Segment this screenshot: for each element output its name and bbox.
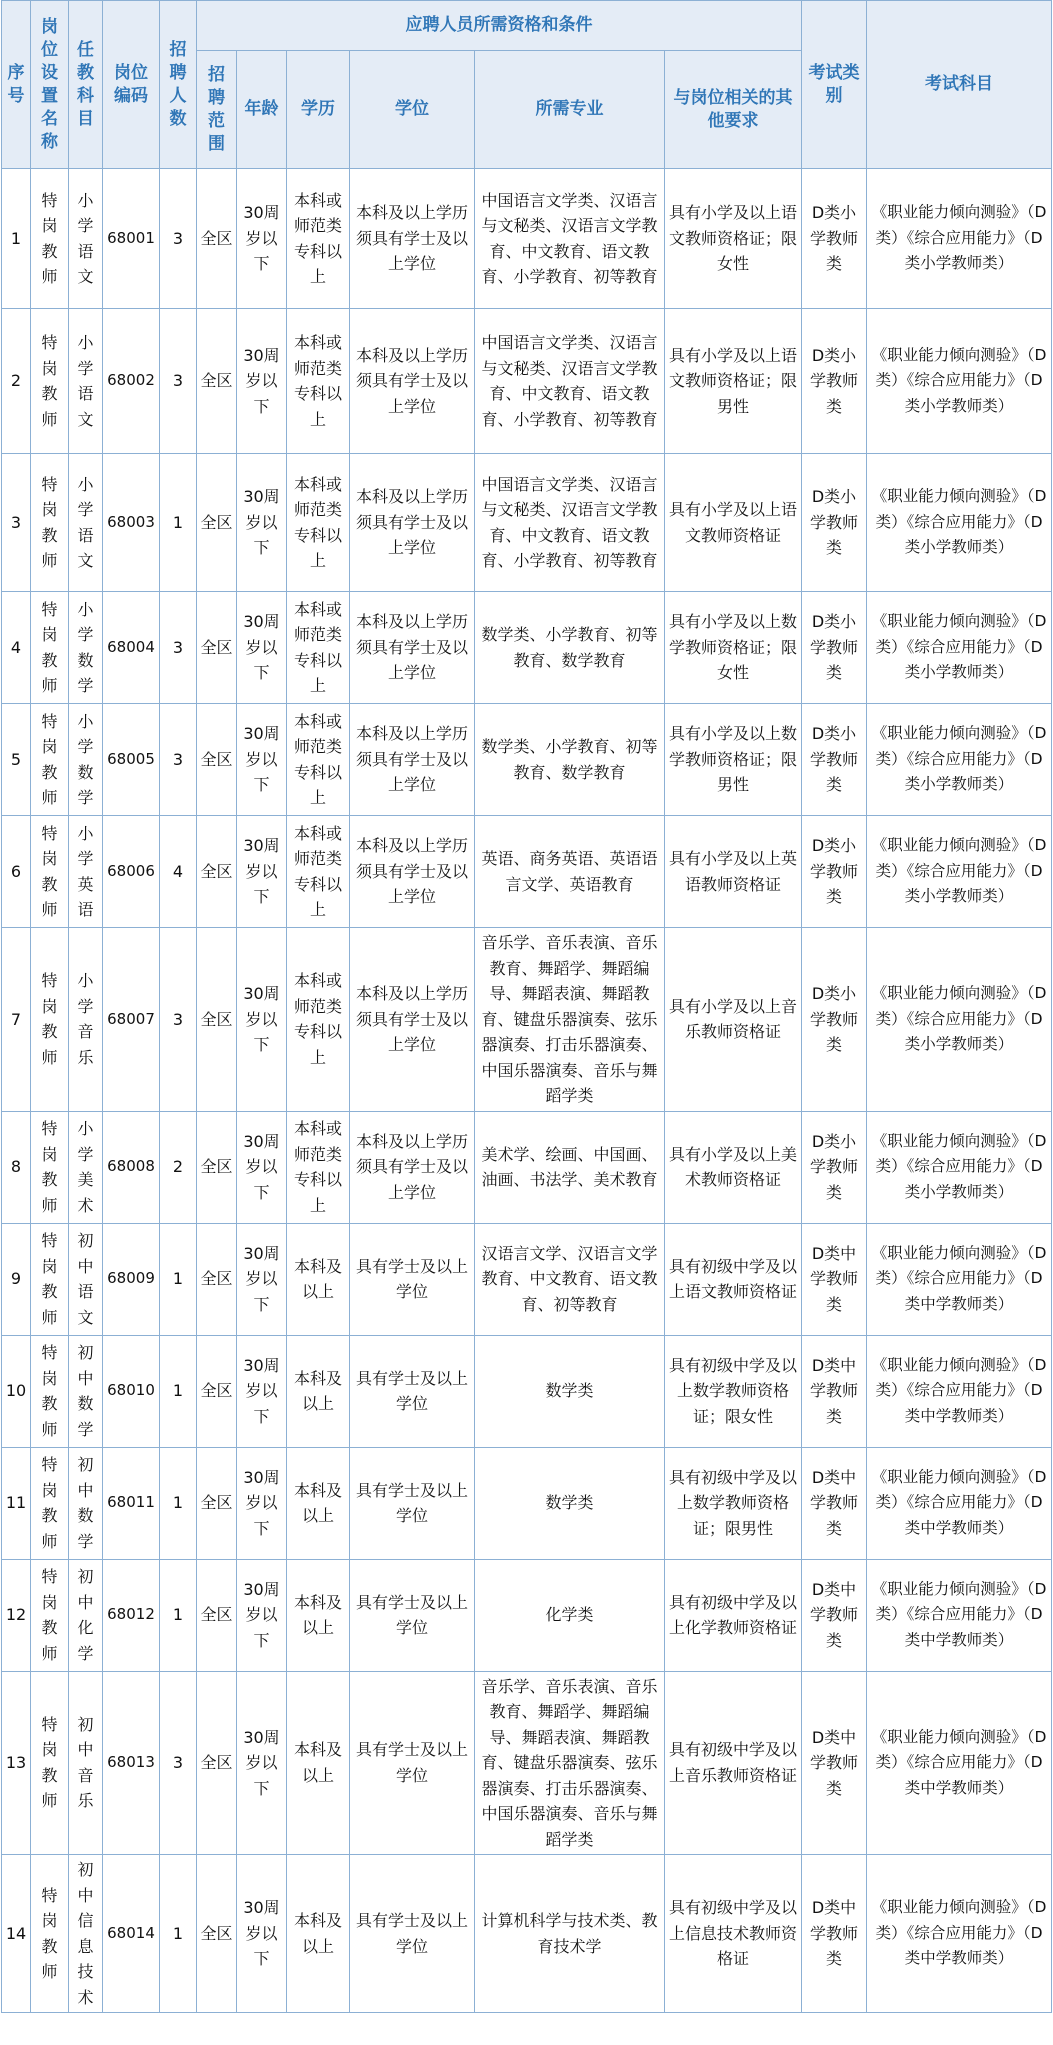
cell-count: 2 (160, 1111, 197, 1223)
cell-scope: 全区 (197, 1559, 237, 1671)
cell-exam-subject: 《职业能力倾向测验》（D类）《综合应用能力》（D类中学教师类） (867, 1855, 1052, 2013)
cell-other: 具有小学及以上音乐教师资格证 (665, 928, 802, 1112)
table-body (2, 169, 1052, 2013)
cell-education: 本科或师范类专科以上 (287, 592, 350, 704)
cell-seq: 11 (2, 1447, 31, 1559)
table-row (2, 928, 1052, 1112)
table-row (2, 1335, 1052, 1447)
cell-subject: 初中信息技术 (69, 1855, 103, 2013)
cell-major: 汉语言文学、汉语言文学教育、中文教育、语文教育、初等教育 (475, 1223, 665, 1335)
cell-count: 1 (160, 1559, 197, 1671)
cell-other: 具有初级中学及以上化学教师资格证 (665, 1559, 802, 1671)
cell-education: 本科及以上 (287, 1855, 350, 2013)
cell-education: 本科或师范类专科以上 (287, 704, 350, 816)
cell-count: 4 (160, 816, 197, 928)
cell-count: 1 (160, 454, 197, 592)
table-row (2, 1559, 1052, 1671)
cell-major: 数学类 (475, 1447, 665, 1559)
cell-other: 具有小学及以上英语教师资格证 (665, 816, 802, 928)
cell-age: 30周岁以下 (237, 592, 287, 704)
cell-exam-type: D类小学教师类 (802, 454, 867, 592)
table-row (2, 1671, 1052, 1855)
cell-exam-subject: 《职业能力倾向测验》（D类）《综合应用能力》（D类中学教师类） (867, 1223, 1052, 1335)
cell-age: 30周岁以下 (237, 1559, 287, 1671)
cell-other: 具有小学及以上美术教师资格证 (665, 1111, 802, 1223)
cell-degree: 本科及以上学历须具有学士及以上学位 (350, 309, 475, 454)
cell-other: 具有小学及以上语文教师资格证；限男性 (665, 309, 802, 454)
cell-age: 30周岁以下 (237, 704, 287, 816)
cell-major: 音乐学、音乐表演、音乐教育、舞蹈学、舞蹈编导、舞蹈表演、舞蹈教育、键盘乐器演奏、弦乐器演奏、打击乐器演奏、中国乐器演奏、音乐与舞蹈学类 (475, 1671, 665, 1855)
cell-degree: 本科及以上学历须具有学士及以上学位 (350, 928, 475, 1112)
cell-post: 特岗教师 (31, 1855, 69, 2013)
cell-exam-type: D类小学教师类 (802, 816, 867, 928)
cell-count: 3 (160, 928, 197, 1112)
cell-exam-type: D类中学教师类 (802, 1223, 867, 1335)
cell-age: 30周岁以下 (237, 1335, 287, 1447)
cell-code: 68001 (103, 169, 160, 309)
cell-subject: 小学数学 (69, 592, 103, 704)
cell-education: 本科或师范类专科以上 (287, 309, 350, 454)
cell-age: 30周岁以下 (237, 454, 287, 592)
cell-education: 本科或师范类专科以上 (287, 454, 350, 592)
cell-degree: 本科及以上学历须具有学士及以上学位 (350, 169, 475, 309)
cell-post: 特岗教师 (31, 1671, 69, 1855)
header-post-name: 岗位设置名称 (31, 1, 69, 169)
cell-seq: 6 (2, 816, 31, 928)
table-row (2, 169, 1052, 309)
cell-age: 30周岁以下 (237, 1111, 287, 1223)
cell-post: 特岗教师 (31, 1447, 69, 1559)
cell-code: 68008 (103, 1111, 160, 1223)
cell-degree: 本科及以上学历须具有学士及以上学位 (350, 592, 475, 704)
cell-scope: 全区 (197, 169, 237, 309)
header-scope: 招聘范围 (197, 51, 237, 169)
cell-exam-type: D类小学教师类 (802, 592, 867, 704)
cell-code: 68002 (103, 309, 160, 454)
cell-code: 68014 (103, 1855, 160, 2013)
header-count: 招聘人数 (160, 1, 197, 169)
cell-age: 30周岁以下 (237, 1447, 287, 1559)
cell-other: 具有小学及以上语文教师资格证；限女性 (665, 169, 802, 309)
cell-education: 本科及以上 (287, 1559, 350, 1671)
cell-seq: 2 (2, 309, 31, 454)
cell-subject: 小学数学 (69, 704, 103, 816)
header-education: 学历 (287, 51, 350, 169)
cell-major: 计算机科学与技术类、教育技术学 (475, 1855, 665, 2013)
cell-education: 本科或师范类专科以上 (287, 928, 350, 1112)
cell-seq: 7 (2, 928, 31, 1112)
table-row (2, 816, 1052, 928)
table-row (2, 454, 1052, 592)
cell-scope: 全区 (197, 1855, 237, 2013)
cell-other: 具有初级中学及以上信息技术教师资格证 (665, 1855, 802, 2013)
cell-exam-subject: 《职业能力倾向测验》（D类）《综合应用能力》（D类小学教师类） (867, 169, 1052, 309)
cell-degree: 具有学士及以上学位 (350, 1671, 475, 1855)
cell-seq: 4 (2, 592, 31, 704)
cell-code: 68003 (103, 454, 160, 592)
cell-count: 1 (160, 1335, 197, 1447)
cell-other: 具有初级中学及以上数学教师资格证；限女性 (665, 1335, 802, 1447)
table-row (2, 592, 1052, 704)
cell-scope: 全区 (197, 1447, 237, 1559)
cell-exam-subject: 《职业能力倾向测验》（D类）《综合应用能力》（D类小学教师类） (867, 1111, 1052, 1223)
table-row (2, 1223, 1052, 1335)
cell-major: 化学类 (475, 1559, 665, 1671)
cell-other: 具有小学及以上语文教师资格证 (665, 454, 802, 592)
cell-post: 特岗教师 (31, 1223, 69, 1335)
cell-education: 本科及以上 (287, 1671, 350, 1855)
cell-exam-subject: 《职业能力倾向测验》（D类）《综合应用能力》（D类中学教师类） (867, 1447, 1052, 1559)
cell-exam-type: D类小学教师类 (802, 928, 867, 1112)
cell-subject: 初中化学 (69, 1559, 103, 1671)
cell-post: 特岗教师 (31, 704, 69, 816)
cell-post: 特岗教师 (31, 1559, 69, 1671)
cell-post: 特岗教师 (31, 309, 69, 454)
header-other: 与岗位相关的其他要求 (665, 51, 802, 169)
cell-education: 本科及以上 (287, 1447, 350, 1559)
cell-major: 音乐学、音乐表演、音乐教育、舞蹈学、舞蹈编导、舞蹈表演、舞蹈教育、键盘乐器演奏、弦乐器演奏、打击乐器演奏、中国乐器演奏、音乐与舞蹈学类 (475, 928, 665, 1112)
cell-scope: 全区 (197, 454, 237, 592)
cell-post: 特岗教师 (31, 454, 69, 592)
cell-other: 具有初级中学及以上数学教师资格证；限男性 (665, 1447, 802, 1559)
cell-scope: 全区 (197, 1335, 237, 1447)
cell-age: 30周岁以下 (237, 169, 287, 309)
cell-major: 美术学、绘画、中国画、油画、书法学、美术教育 (475, 1111, 665, 1223)
cell-exam-type: D类中学教师类 (802, 1671, 867, 1855)
cell-other: 具有初级中学及以上音乐教师资格证 (665, 1671, 802, 1855)
cell-exam-subject: 《职业能力倾向测验》（D类）《综合应用能力》（D类中学教师类） (867, 1559, 1052, 1671)
cell-post: 特岗教师 (31, 169, 69, 309)
cell-scope: 全区 (197, 704, 237, 816)
cell-code: 68005 (103, 704, 160, 816)
cell-subject: 小学语文 (69, 169, 103, 309)
cell-code: 68006 (103, 816, 160, 928)
cell-exam-type: D类中学教师类 (802, 1447, 867, 1559)
cell-count: 3 (160, 309, 197, 454)
cell-age: 30周岁以下 (237, 1855, 287, 2013)
cell-count: 3 (160, 704, 197, 816)
cell-scope: 全区 (197, 309, 237, 454)
cell-age: 30周岁以下 (237, 1671, 287, 1855)
cell-code: 68011 (103, 1447, 160, 1559)
cell-code: 68004 (103, 592, 160, 704)
cell-subject: 初中数学 (69, 1335, 103, 1447)
cell-subject: 小学语文 (69, 309, 103, 454)
cell-degree: 本科及以上学历须具有学士及以上学位 (350, 704, 475, 816)
cell-major: 数学类、小学教育、初等教育、数学教育 (475, 592, 665, 704)
cell-degree: 具有学士及以上学位 (350, 1223, 475, 1335)
recruitment-table (1, 0, 1052, 2013)
cell-education: 本科及以上 (287, 1223, 350, 1335)
cell-major: 中国语言文学类、汉语言与文秘类、汉语言文学教育、中文教育、语文教育、小学教育、初等教育 (475, 309, 665, 454)
header-qualifications-group: 应聘人员所需资格和条件 (197, 1, 802, 51)
cell-subject: 小学英语 (69, 816, 103, 928)
cell-exam-subject: 《职业能力倾向测验》（D类）《综合应用能力》（D类中学教师类） (867, 1671, 1052, 1855)
cell-seq: 9 (2, 1223, 31, 1335)
cell-post: 特岗教师 (31, 1335, 69, 1447)
cell-exam-type: D类小学教师类 (802, 1111, 867, 1223)
table-row (2, 1111, 1052, 1223)
cell-seq: 8 (2, 1111, 31, 1223)
table-row (2, 1855, 1052, 2013)
cell-exam-subject: 《职业能力倾向测验》（D类）《综合应用能力》（D类小学教师类） (867, 454, 1052, 592)
header-exam-subject: 考试科目 (867, 1, 1052, 169)
cell-major: 数学类、小学教育、初等教育、数学教育 (475, 704, 665, 816)
cell-seq: 12 (2, 1559, 31, 1671)
cell-education: 本科及以上 (287, 1335, 350, 1447)
cell-age: 30周岁以下 (237, 816, 287, 928)
cell-subject: 初中语文 (69, 1223, 103, 1335)
cell-degree: 具有学士及以上学位 (350, 1447, 475, 1559)
cell-exam-subject: 《职业能力倾向测验》（D类）《综合应用能力》（D类小学教师类） (867, 592, 1052, 704)
cell-degree: 本科及以上学历须具有学士及以上学位 (350, 1111, 475, 1223)
cell-scope: 全区 (197, 816, 237, 928)
cell-exam-type: D类小学教师类 (802, 169, 867, 309)
cell-seq: 3 (2, 454, 31, 592)
cell-code: 68007 (103, 928, 160, 1112)
cell-education: 本科或师范类专科以上 (287, 169, 350, 309)
cell-exam-type: D类小学教师类 (802, 704, 867, 816)
cell-exam-subject: 《职业能力倾向测验》（D类）《综合应用能力》（D类小学教师类） (867, 816, 1052, 928)
header-major: 所需专业 (475, 51, 665, 169)
cell-major: 中国语言文学类、汉语言与文秘类、汉语言文学教育、中文教育、语文教育、小学教育、初等教育 (475, 454, 665, 592)
cell-subject: 小学美术 (69, 1111, 103, 1223)
cell-exam-type: D类小学教师类 (802, 309, 867, 454)
cell-post: 特岗教师 (31, 816, 69, 928)
cell-exam-subject: 《职业能力倾向测验》（D类）《综合应用能力》（D类小学教师类） (867, 928, 1052, 1112)
table-header (2, 1, 1052, 169)
cell-count: 3 (160, 1671, 197, 1855)
cell-scope: 全区 (197, 1111, 237, 1223)
cell-post: 特岗教师 (31, 1111, 69, 1223)
cell-degree: 具有学士及以上学位 (350, 1335, 475, 1447)
cell-degree: 具有学士及以上学位 (350, 1559, 475, 1671)
cell-other: 具有小学及以上数学教师资格证；限男性 (665, 704, 802, 816)
cell-other: 具有小学及以上数学教师资格证；限女性 (665, 592, 802, 704)
cell-code: 68013 (103, 1671, 160, 1855)
table-row (2, 309, 1052, 454)
header-degree: 学位 (350, 51, 475, 169)
cell-seq: 1 (2, 169, 31, 309)
cell-subject: 小学音乐 (69, 928, 103, 1112)
cell-post: 特岗教师 (31, 592, 69, 704)
cell-scope: 全区 (197, 1223, 237, 1335)
cell-major: 英语、商务英语、英语语言文学、英语教育 (475, 816, 665, 928)
cell-seq: 10 (2, 1335, 31, 1447)
header-seq: 序号 (2, 1, 31, 169)
cell-code: 68010 (103, 1335, 160, 1447)
cell-subject: 初中数学 (69, 1447, 103, 1559)
cell-age: 30周岁以下 (237, 309, 287, 454)
cell-other: 具有初级中学及以上语文教师资格证 (665, 1223, 802, 1335)
cell-subject: 小学语文 (69, 454, 103, 592)
cell-exam-type: D类中学教师类 (802, 1335, 867, 1447)
cell-exam-subject: 《职业能力倾向测验》（D类）《综合应用能力》（D类小学教师类） (867, 309, 1052, 454)
cell-major: 中国语言文学类、汉语言与文秘类、汉语言文学教育、中文教育、语文教育、小学教育、初等教育 (475, 169, 665, 309)
header-exam-type: 考试类别 (802, 1, 867, 169)
cell-code: 68012 (103, 1559, 160, 1671)
cell-seq: 13 (2, 1671, 31, 1855)
cell-subject: 初中音乐 (69, 1671, 103, 1855)
cell-code: 68009 (103, 1223, 160, 1335)
cell-count: 1 (160, 1855, 197, 2013)
cell-seq: 5 (2, 704, 31, 816)
cell-count: 1 (160, 1223, 197, 1335)
cell-exam-type: D类中学教师类 (802, 1559, 867, 1671)
cell-age: 30周岁以下 (237, 928, 287, 1112)
cell-exam-subject: 《职业能力倾向测验》（D类）《综合应用能力》（D类中学教师类） (867, 1335, 1052, 1447)
cell-count: 1 (160, 1447, 197, 1559)
cell-post: 特岗教师 (31, 928, 69, 1112)
cell-scope: 全区 (197, 592, 237, 704)
cell-degree: 本科及以上学历须具有学士及以上学位 (350, 816, 475, 928)
table-row (2, 704, 1052, 816)
cell-scope: 全区 (197, 928, 237, 1112)
cell-count: 3 (160, 592, 197, 704)
cell-education: 本科或师范类专科以上 (287, 1111, 350, 1223)
table-row (2, 1447, 1052, 1559)
header-subject: 任教科目 (69, 1, 103, 169)
cell-exam-subject: 《职业能力倾向测验》（D类）《综合应用能力》（D类小学教师类） (867, 704, 1052, 816)
cell-seq: 14 (2, 1855, 31, 2013)
cell-degree: 本科及以上学历须具有学士及以上学位 (350, 454, 475, 592)
cell-count: 3 (160, 169, 197, 309)
cell-education: 本科或师范类专科以上 (287, 816, 350, 928)
cell-degree: 具有学士及以上学位 (350, 1855, 475, 2013)
header-age: 年龄 (237, 51, 287, 169)
cell-exam-type: D类中学教师类 (802, 1855, 867, 2013)
header-code: 岗位编码 (103, 1, 160, 169)
cell-age: 30周岁以下 (237, 1223, 287, 1335)
cell-major: 数学类 (475, 1335, 665, 1447)
cell-scope: 全区 (197, 1671, 237, 1855)
